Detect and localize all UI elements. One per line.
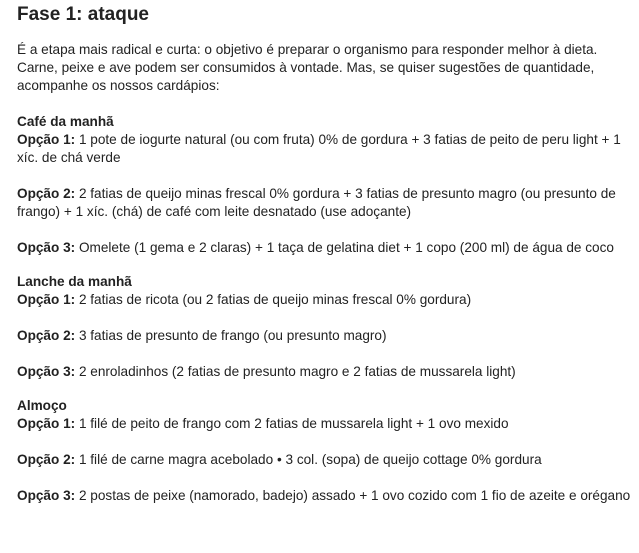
section-lanche-da-manha <box>17 273 631 381</box>
option-text: 3 fatias de presunto de frango (ou presunto magro) <box>75 328 387 343</box>
option-label: Opção 3: <box>17 488 76 503</box>
option-label: Opção 1: <box>17 416 76 431</box>
option-text: 2 postas de peixe (namorado, badejo) assado + 1 ovo cozido com 1 fio de azeite e orégano <box>75 488 631 503</box>
option-label: Opção 3: <box>17 240 76 255</box>
meal-option <box>17 291 631 309</box>
meal-option <box>17 415 631 433</box>
meal-option <box>17 363 631 381</box>
option-text: Omelete (1 gema e 2 claras) + 1 taça de gelatina diet + 1 copo (200 ml) de água de coco <box>75 240 614 255</box>
option-label: Opção 1: <box>17 292 76 307</box>
meal-option <box>17 451 631 469</box>
meal-option <box>17 327 631 345</box>
meal-option <box>17 487 631 505</box>
option-label: Opção 2: <box>17 452 76 467</box>
section-title: Almoço <box>17 398 67 413</box>
option-text: 2 fatias de queijo minas frescal 0% gordura + 3 fatias de presunto magro (ou presunto de frango) + 1 xíc. (chá) de café com leite desnatado (use adoçante) <box>17 186 616 219</box>
option-label: Opção 1: <box>17 132 76 147</box>
page-title: Fase 1: ataque <box>17 4 149 25</box>
option-label: Opção 3: <box>17 364 76 379</box>
section-title: Lanche da manhã <box>17 274 132 289</box>
option-text: 1 filé de carne magra acebolado • 3 col. (sopa) de queijo cottage 0% gordura <box>75 452 542 467</box>
option-text: 1 filé de peito de frango com 2 fatias de mussarela light + 1 ovo mexido <box>75 416 509 431</box>
section-almoco <box>17 397 631 505</box>
option-label: Opção 2: <box>17 328 76 343</box>
meal-option <box>17 239 631 257</box>
option-label: Opção 2: <box>17 186 76 201</box>
meal-option <box>17 185 631 221</box>
meal-option <box>17 131 631 167</box>
option-text: 2 fatias de ricota (ou 2 fatias de queijo minas frescal 0% gordura) <box>75 292 472 307</box>
option-text: 2 enroladinhos (2 fatias de presunto magro e 2 fatias de mussarela light) <box>75 364 516 379</box>
section-title: Café da manhã <box>17 114 114 129</box>
option-text: 1 pote de iogurte natural (ou com fruta) 0% de gordura + 3 fatias de peito de peru light + 1 xíc. de chá verde <box>17 132 621 165</box>
section-cafe-da-manha <box>17 113 631 257</box>
intro-paragraph: É a etapa mais radical e curta: o objetivo é preparar o organismo para responder melhor à dieta. Carne, peixe e ave podem ser consumidos à vontade. Mas, se quiser sugestões de quantidade, acompanhe os nossos cardápios: <box>17 42 598 93</box>
